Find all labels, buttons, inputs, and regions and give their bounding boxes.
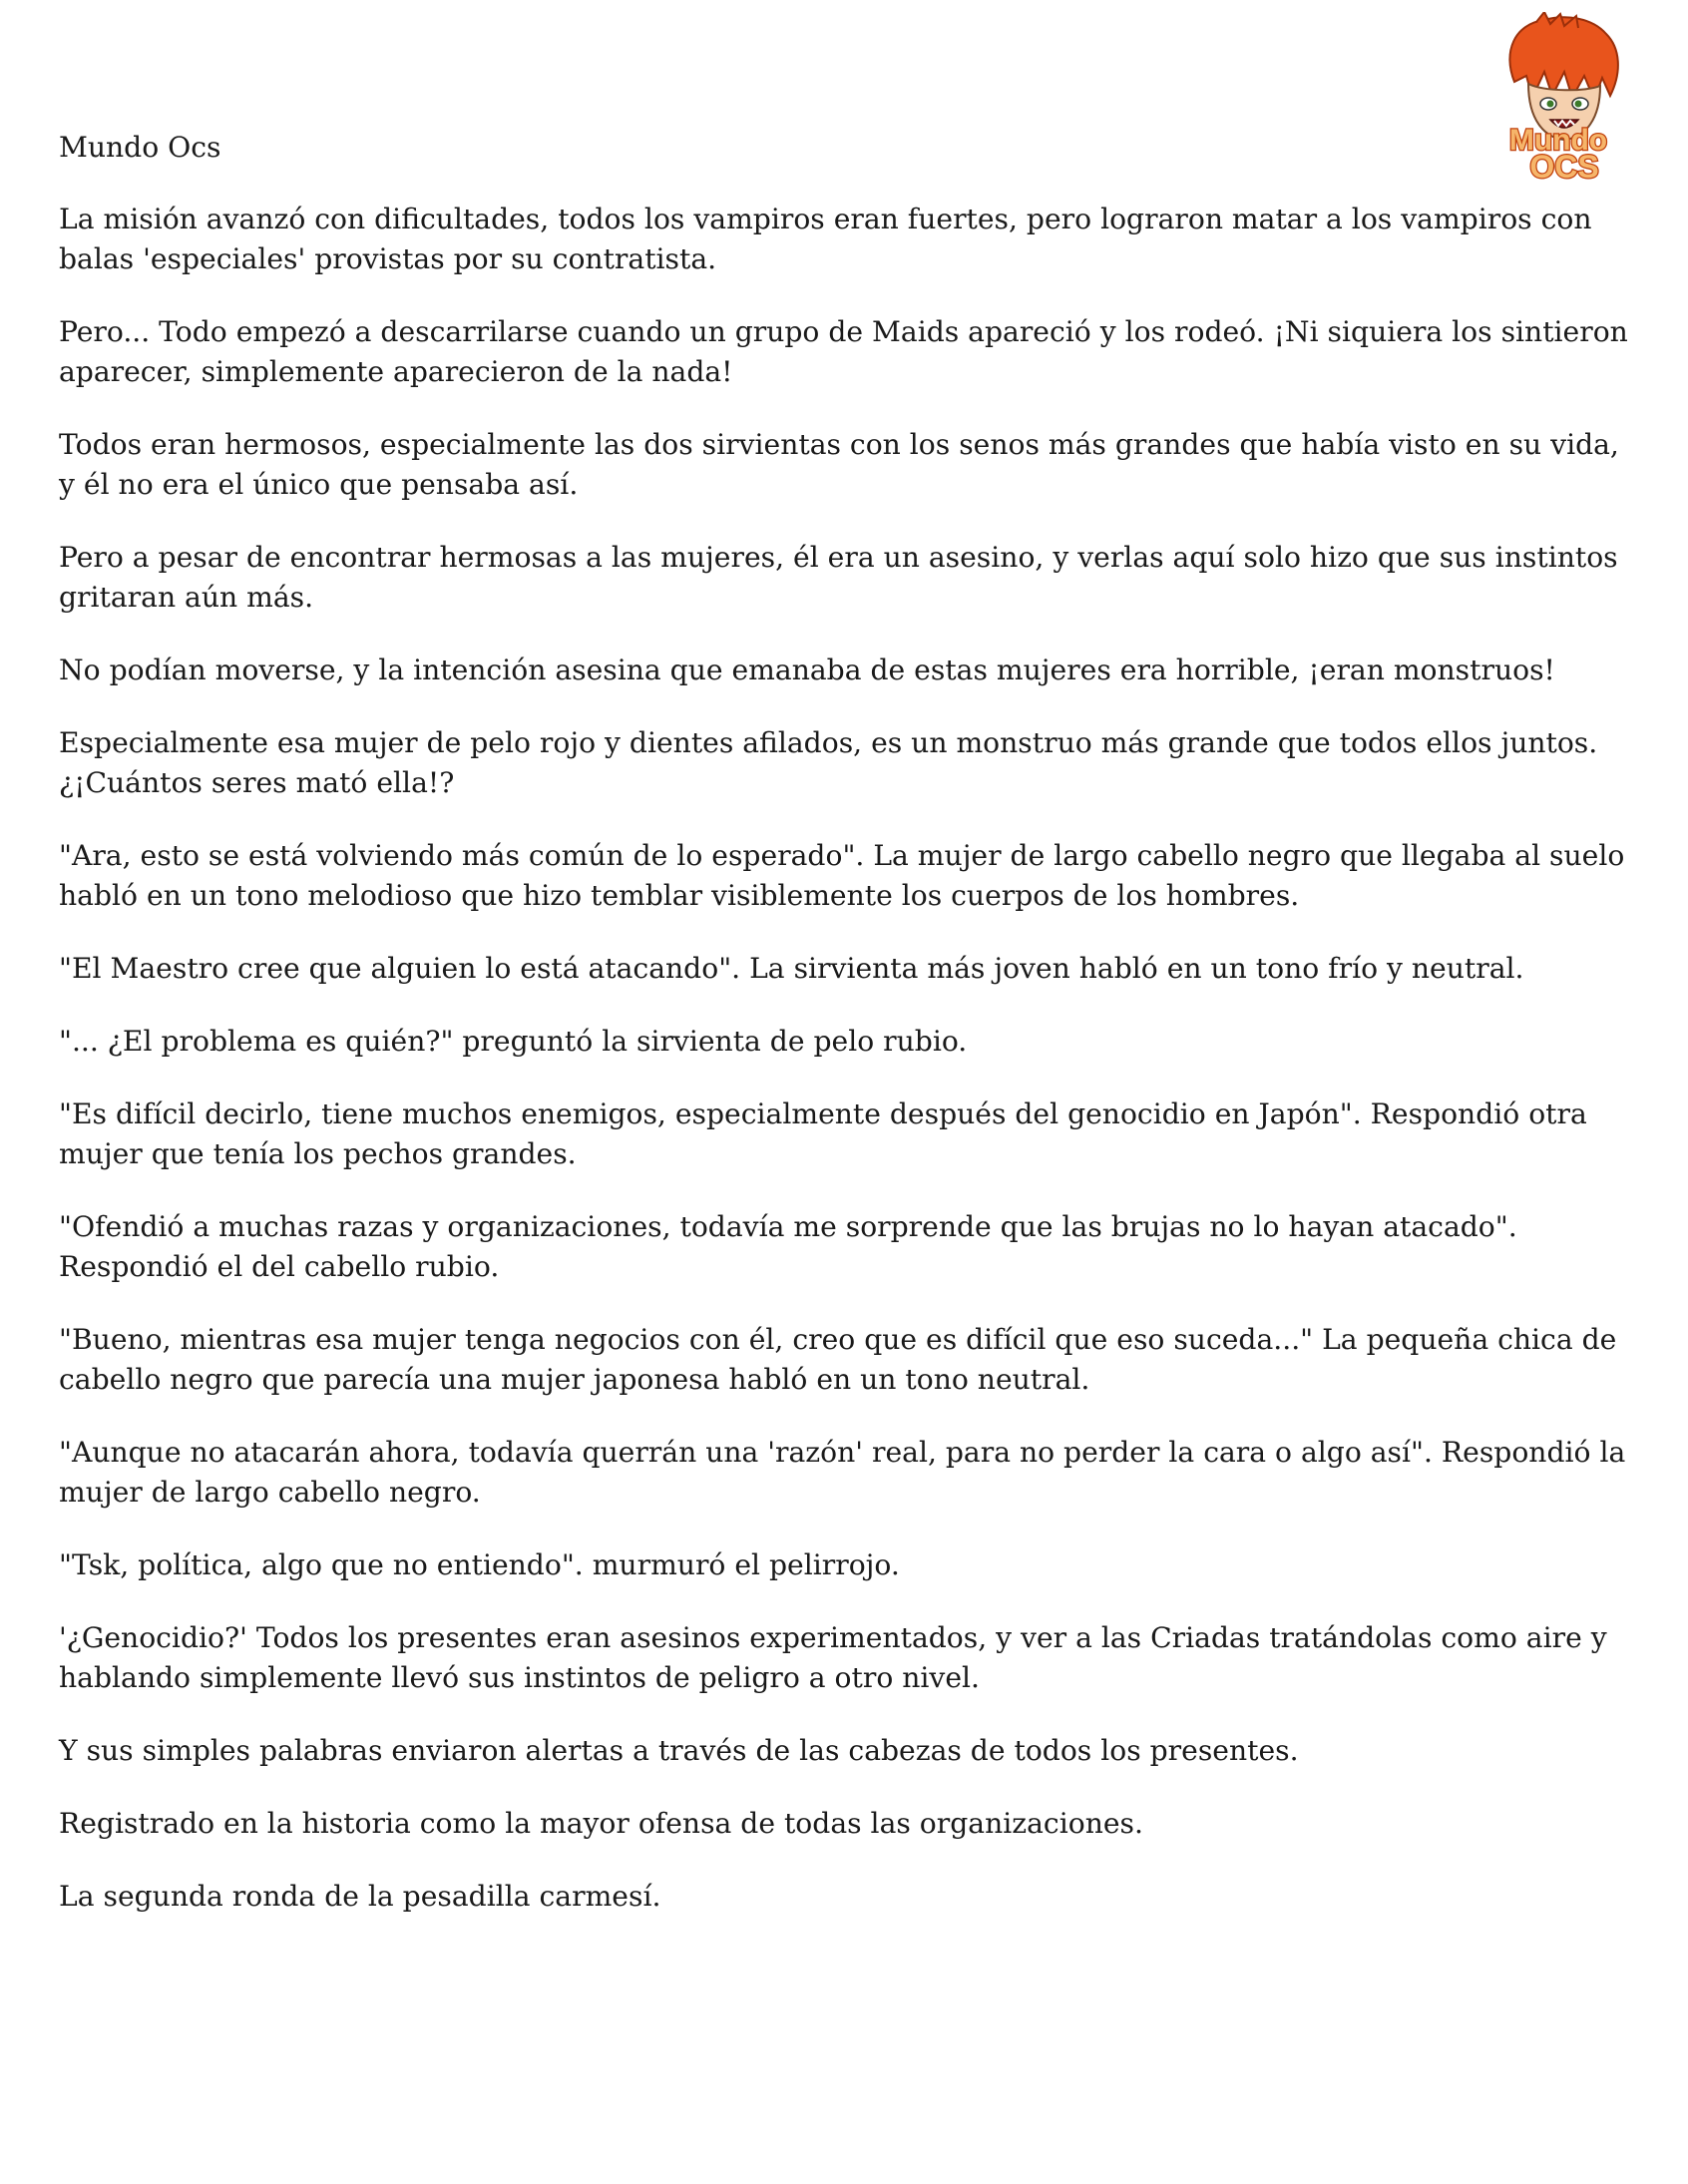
paragraph: Pero a pesar de encontrar hermosas a las mujeres, él era un asesino, y verlas aquí solo hizo que sus instintos gritaran aún más. <box>59 541 1618 614</box>
paragraph: Y sus simples palabras enviaron alertas a través de las cabezas de todos los presentes. <box>59 1734 1299 1767</box>
paragraph: Pero... Todo empezó a descarrilarse cuando un grupo de Maids apareció y los rodeó. ¡Ni siquiera los sintieron aparecer, simplemente aparecieron de la nada! <box>59 315 1628 388</box>
logo-text-line1: Mundo <box>1508 124 1608 157</box>
paragraph: "Ofendió a muchas razas y organizaciones, todavía me sorprende que las brujas no lo hayan atacado". Respondió el del cabello rubio. <box>59 1210 1517 1283</box>
paragraph: "Bueno, mientras esa mujer tenga negocios con él, creo que es difícil que eso suceda..." La pequeña chica de cabello negro que parecía una mujer japonesa habló en un tono neutral. <box>59 1323 1617 1396</box>
paragraph: "Ara, esto se está volviendo más común de lo esperado". La mujer de largo cabello negro que llegaba al suelo habló en un tono melodioso que hizo temblar visiblemente los cuerpos de los hombres. <box>59 839 1625 912</box>
paragraph: Todos eran hermosos, especialmente las dos sirvientas con los senos más grandes que había visto en su vida, y él no era el único que pensaba así. <box>59 428 1619 501</box>
paragraph: "El Maestro cree que alguien lo está atacando". La sirvienta más joven habló en un tono frío y neutral. <box>59 952 1524 985</box>
paragraph: Registrado en la historia como la mayor ofensa de todas las organizaciones. <box>59 1807 1143 1840</box>
paragraph: La segunda ronda de la pesadilla carmesí. <box>59 1880 661 1913</box>
paragraph: "Tsk, política, algo que no entiendo". murmuró el pelirrojo. <box>59 1548 900 1581</box>
logo-text-line2: OCS <box>1529 149 1599 184</box>
paragraph: No podían moverse, y la intención asesina que emanaba de estas mujeres era horrible, ¡eran monstruos! <box>59 654 1555 686</box>
paragraph: Especialmente esa mujer de pelo rojo y dientes afilados, es un monstruo más grande que todos ellos juntos. ¿¡Cuántos seres mató ella!? <box>59 726 1598 799</box>
paragraph: "Aunque no atacarán ahora, todavía querrán una 'razón' real, para no perder la cara o algo así". Respondió la mujer de largo cabello negro. <box>59 1436 1626 1509</box>
paragraph: "... ¿El problema es quién?" preguntó la sirvienta de pelo rubio. <box>59 1025 968 1058</box>
document-body <box>59 128 1635 1950</box>
paragraph: "Es difícil decirlo, tiene muchos enemigos, especialmente después del genocidio en Japón". Respondió otra mujer que tenía los pechos grandes. <box>59 1097 1587 1170</box>
paragraph: La misión avanzó con dificultades, todos los vampiros eran fuertes, pero lograron matar a los vampiros con balas 'especiales' provistas por su contratista. <box>59 203 1592 275</box>
document-heading: Mundo Ocs <box>59 131 221 164</box>
paragraph: '¿Genocidio?' Todos los presentes eran asesinos experimentados, y ver a las Criadas tratándolas como aire y hablando simplemente llevó sus instintos de peligro a otro nivel. <box>59 1621 1607 1694</box>
